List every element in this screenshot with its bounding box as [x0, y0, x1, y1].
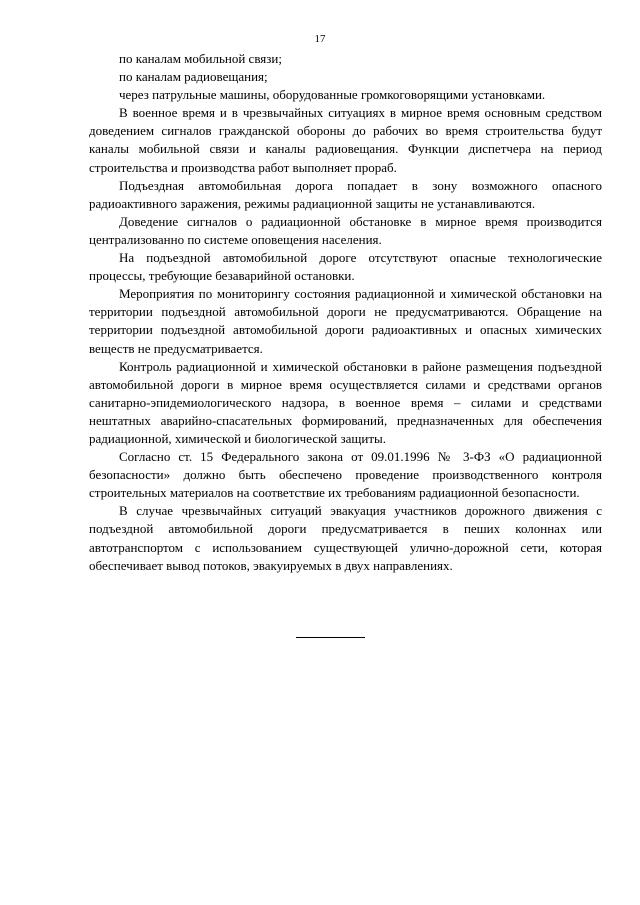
paragraph-contamination-zone: Подъездная автомобильная дорога попадает в зону возможного опасного радиоактивного заражения, режимы радиационной защиты не устанавливаются.	[89, 177, 602, 211]
document-body	[89, 50, 602, 575]
paragraph-radio-channels: по каналам радиовещания;	[119, 69, 268, 85]
page-number: 17	[314, 33, 326, 45]
paragraph-control: Контроль радиационной и химической обстановки в районе размещения подъездной автомобильной дороги в мирное время осуществляется силами и средствами органов санитарно-эпидемиологического надзора, в военное время – силами и средствами нештатных аварийно-спасательных формирований, предназначенных для обеспечения радиационной, химической и биологической защиты.	[89, 358, 602, 446]
paragraph-evacuation: В случае чрезвычайных ситуаций эвакуация участников дорожного движения с подъездной автомобильной дороги предусматривается в пеших колоннах или автотранспортом с использованием существующей улично-дорожной сети, которая обеспечивает вывод потоков, эвакуируемых в двух направлениях.	[89, 503, 602, 573]
paragraph-mobile-channels: по каналам мобильной связи;	[119, 51, 282, 66]
paragraph-federal-law: Согласно ст. 15 Федерального закона от 09.01.1996 № 3-ФЗ «О радиационной безопасности» должно быть обеспечено проведение производственного контроля строительных материалов на соответствие их требованиям радиационной безопасности.	[89, 449, 602, 501]
paragraph-hazardous-processes: На подъездной автомобильной дороге отсутствуют опасные технологические процессы, требующие безаварийной остановки.	[89, 250, 602, 284]
paragraph-monitoring: Мероприятия по мониторингу состояния радиационной и химической обстановки на территории подъездной автомобильной дороги не предусматриваются. Обращение на территории подъездной автомобильной дороги радиоактивных и опасных химических веществ не предусматривается.	[89, 286, 602, 356]
paragraph-radiation-signals: Доведение сигналов о радиационной обстановке в мирное время производится централизованно по системе оповещения населения.	[89, 213, 602, 247]
paragraph-wartime-signals: В военное время и в чрезвычайных ситуациях в мирное время основным средством доведением сигналов гражданской обороны до рабочих во время строительства будут каналы мобильной связи и каналы радиовещания. Функции диспетчера на период строительства и производства работ выполняет прораб.	[89, 105, 602, 175]
paragraph-patrol-cars: через патрульные машины, оборудованные громкоговорящими установками.	[119, 87, 546, 103]
end-divider	[296, 637, 365, 638]
